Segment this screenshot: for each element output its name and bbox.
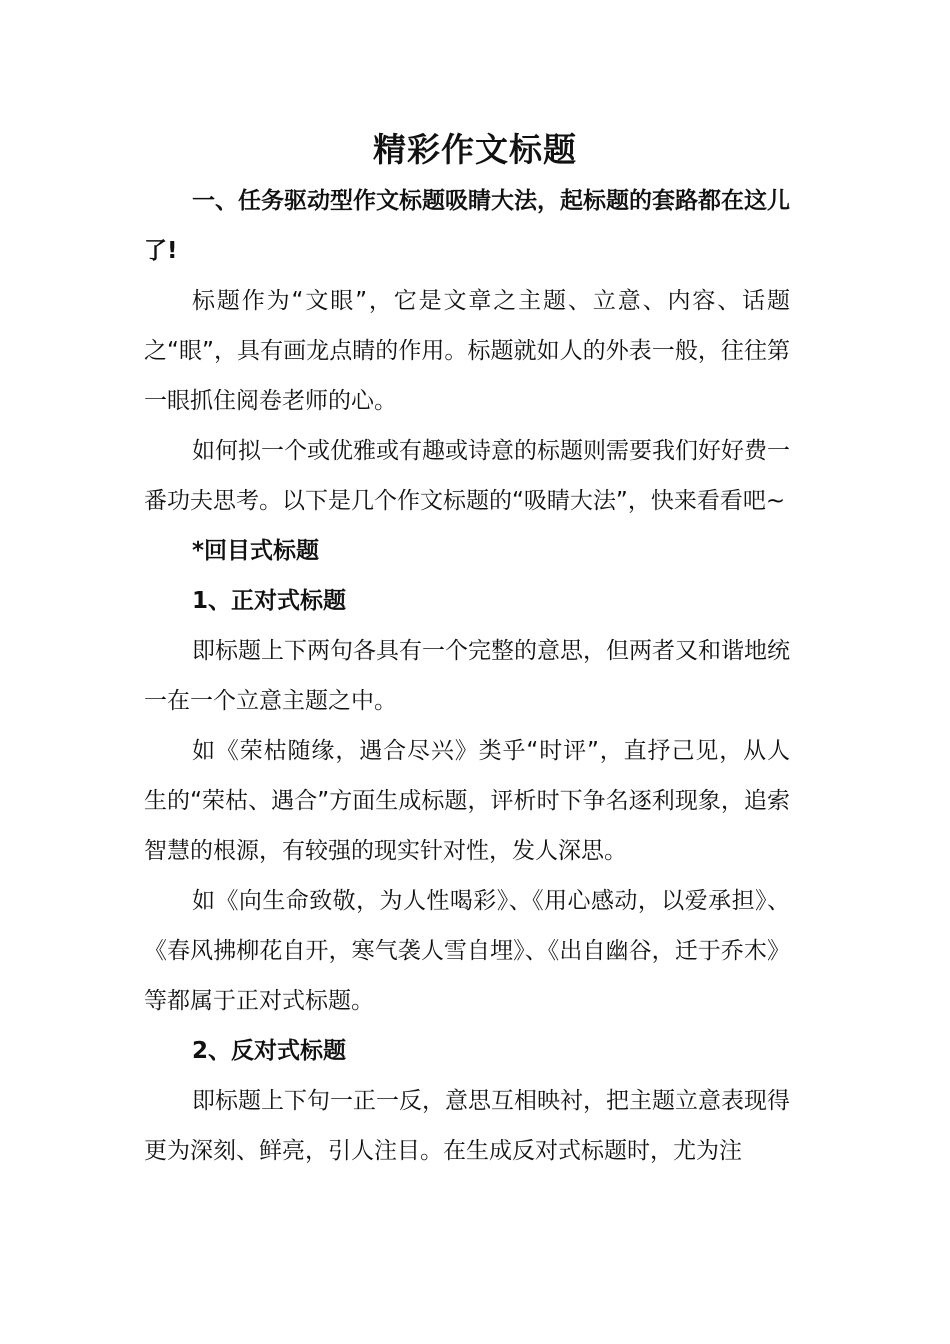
body-paragraph: 即标题上下两句各具有一个完整的意思，但两者又和谐地统一在一个立意主题之中。 (144, 638, 790, 714)
document-title: 精彩作文标题 (373, 130, 577, 169)
body-paragraph: 即标题上下句一正一反，意思互相映衬，把主题立意表现得更为深刻、鲜亮，引人注目。在生成反对式标题时，尤为注 (144, 1088, 790, 1164)
subsection-heading: 2、反对式标题 (192, 1038, 347, 1064)
body-paragraph: 标题作为“文眼”，它是文章之主题、立意、内容、话题之“眼”，具有画龙点睛的作用。标题就如人的外表一般，往往第一眼抓住阅卷老师的心。 (144, 288, 790, 414)
body-paragraph: 如何拟一个或优雅或有趣或诗意的标题则需要我们好好费一番功夫思考。以下是几个作文标题的“吸睛大法”，快来看看吧~ (144, 438, 790, 514)
subsection-heading: 1、正对式标题 (192, 588, 347, 614)
subsection-heading: *回目式标题 (192, 538, 320, 564)
section-heading: 一、任务驱动型作文标题吸睛大法，起标题的套路都在这儿了! (144, 188, 790, 264)
body-paragraph: 如《荣枯随缘，遇合尽兴》类乎“时评”，直抒己见，从人生的“荣枯、遇合”方面生成标题，评析时下争名逐利现象，追索智慧的根源，有较强的现实针对性，发人深思。 (144, 738, 790, 864)
body-paragraph: 如《向生命致敬，为人性喝彩》、《用心感动，以爱承担》、《春风拂柳花自开，寒气袭人雪自埋》、《出自幽谷，迁于乔木》等都属于正对式标题。 (144, 888, 790, 1014)
